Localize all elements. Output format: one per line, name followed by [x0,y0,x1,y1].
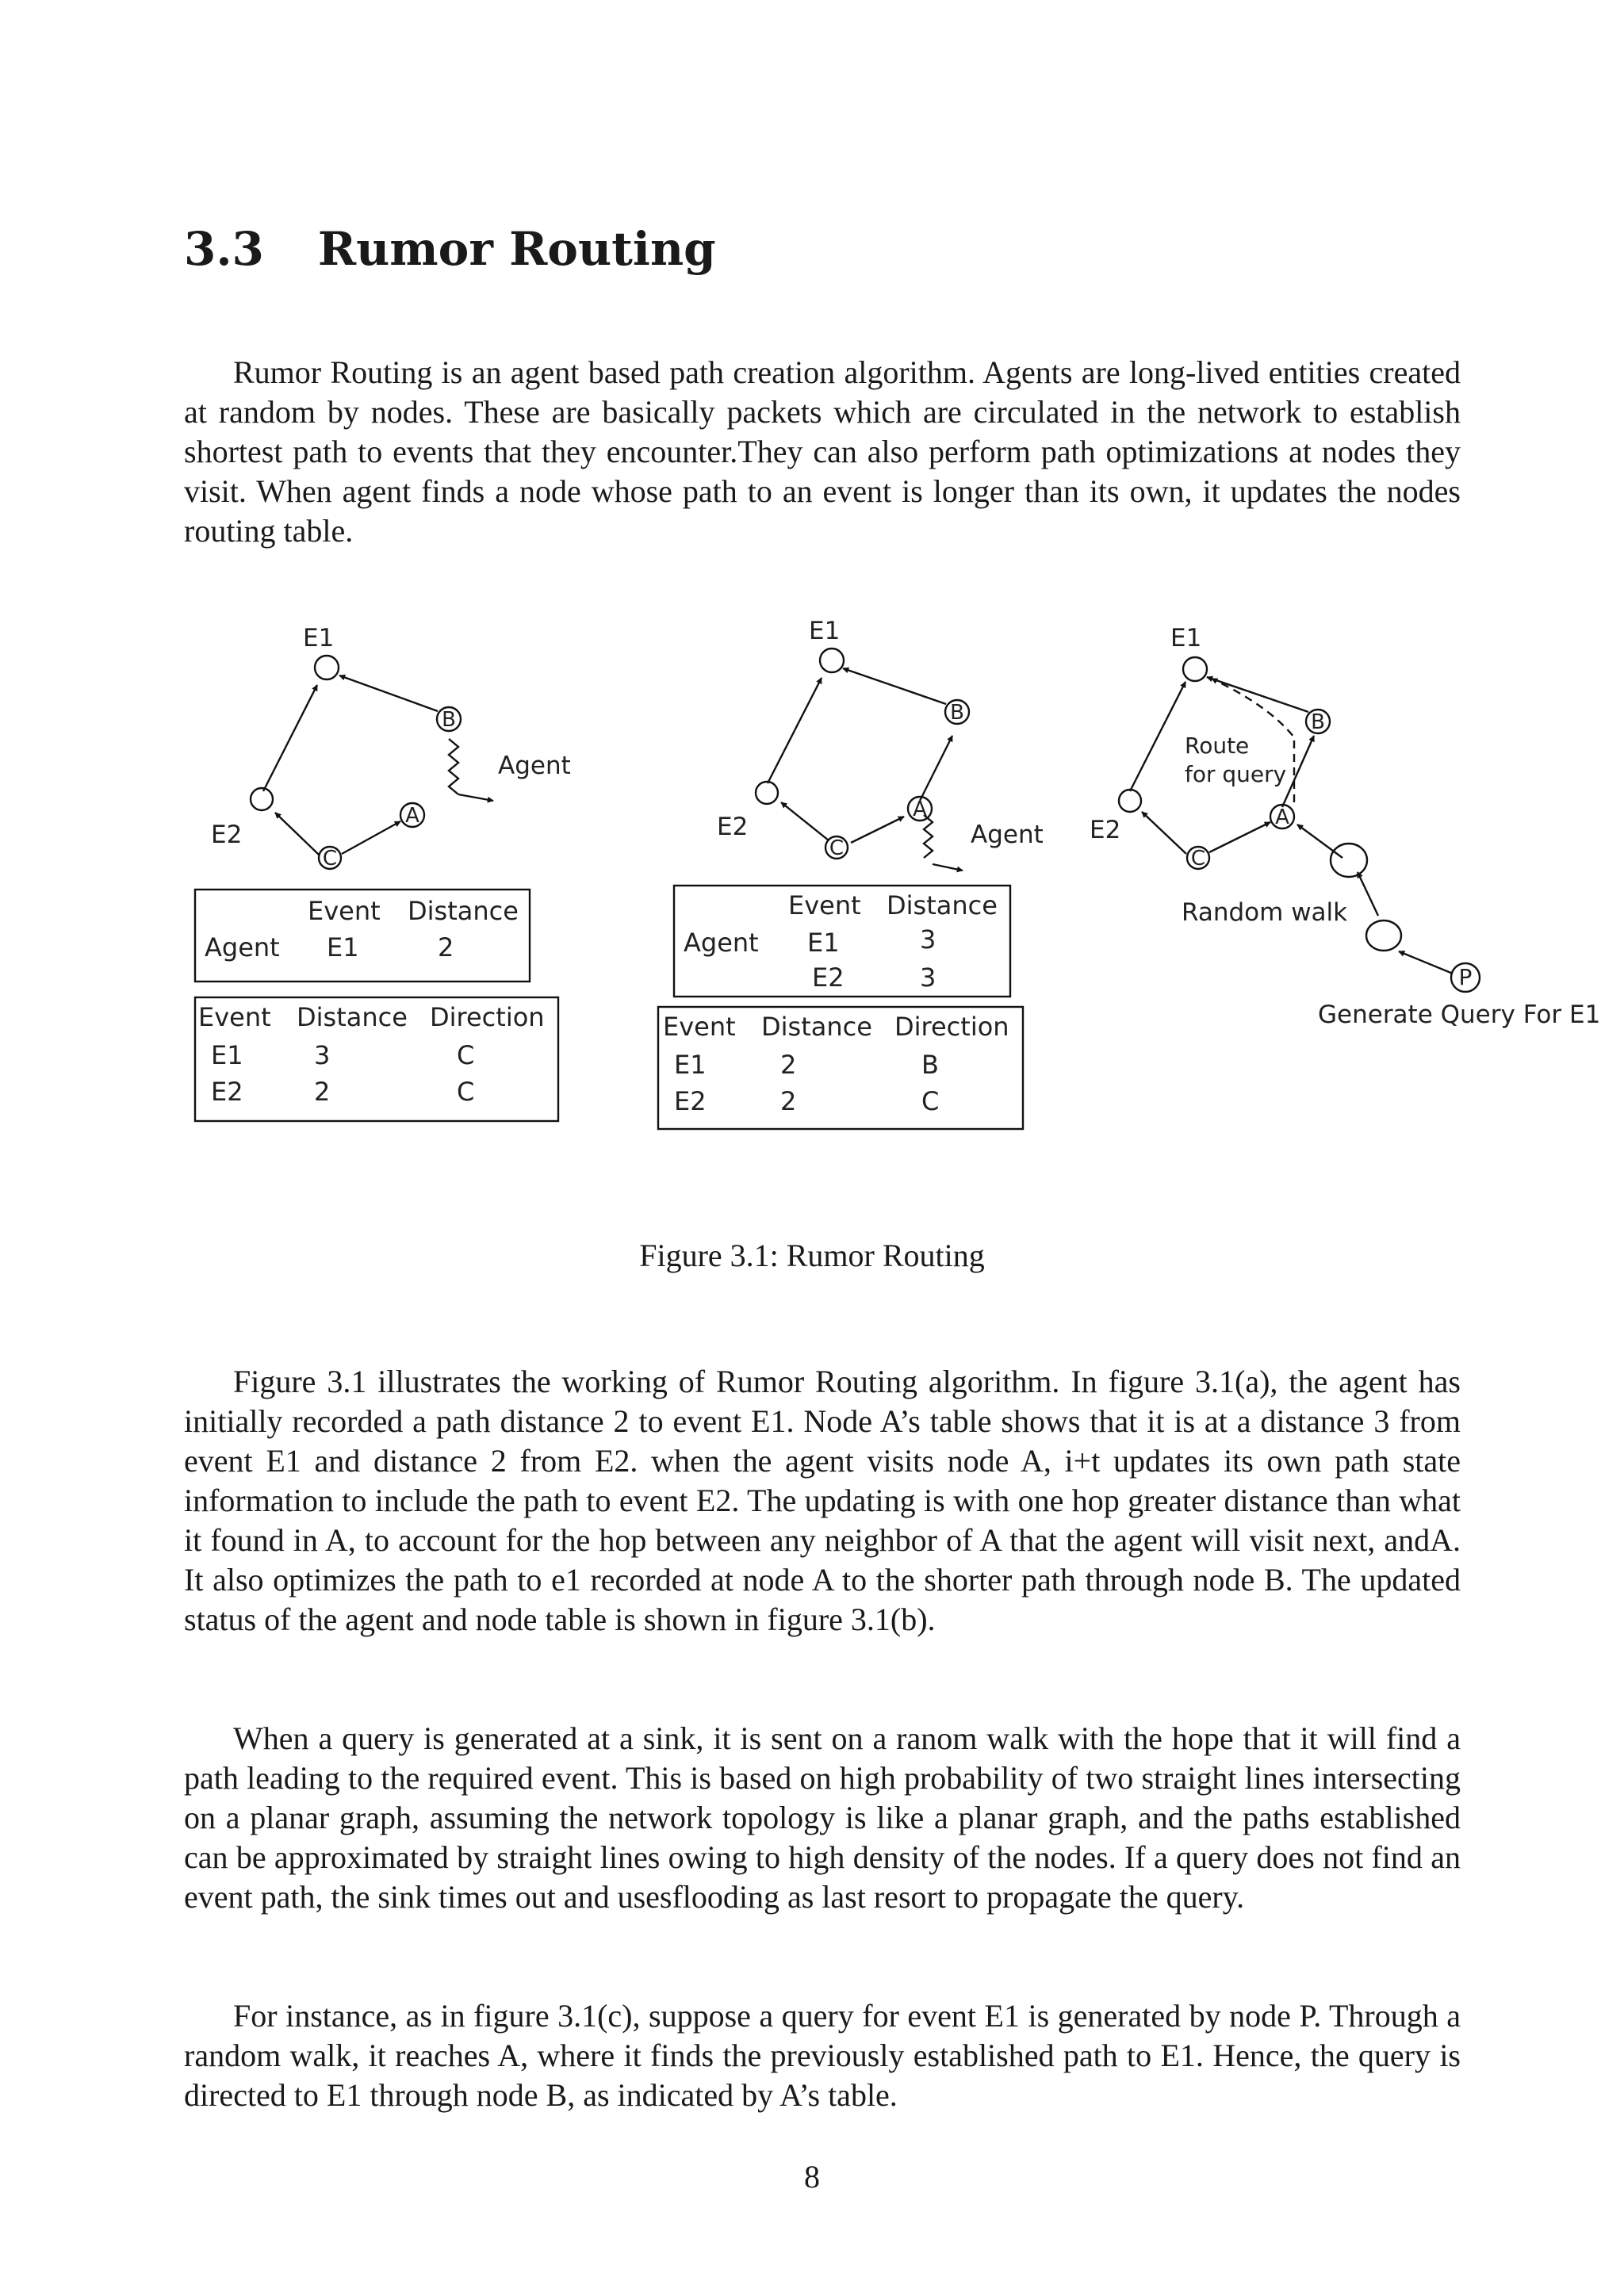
panel-c-node-b-label: B [1311,710,1325,734]
rumor-routing-figure [0,603,1624,1158]
edge-c-a [851,817,904,843]
panel-b-node-header-event: Event [663,1012,736,1042]
panel-b-agent-cell: 3 [920,924,936,955]
paragraph-example: For instance, as in figure 3.1(c), suppose a query for event E1 is generated by node P. Through a random walk, it reaches A, where it finds the previously established path to E1. Hence, the query is directed to E1 through node B, as indicated by A’s table. [184,1998,1461,2113]
panel-b-node-header-distance: Distance [761,1012,872,1042]
panel-a-node-c-label: C [322,847,338,871]
panel-b-node-c-label: C [829,836,845,860]
node-e1 [1183,657,1207,681]
paragraph-intro: Rumor Routing is an agent based path creation algorithm. Agents are long-lived entities created at random by nodes. These are basically packets which are circulated in the network to establish shortest path to events that they encounter.They can also perform path optimizations at nodes they visit. When agent finds a node whose path to an event is longer than its own, it updates the nodes routing table. [184,354,1461,549]
panel-b [756,649,969,871]
edge-walk-3 [1399,951,1453,974]
panel-b-agent-header-event: Event [788,890,861,920]
panel-b-agent-cell: E2 [812,962,845,993]
panel-b-node-cell: B [921,1050,939,1080]
panel-a-node-cell: C [457,1040,475,1070]
panel-c-node-c-label: C [1190,847,1206,871]
panel-c-label-generate-query: Generate Query For E1 [1318,1001,1601,1029]
node-e2 [756,782,778,804]
panel-c-label-for-query: for query [1185,761,1287,787]
edge-b-e1 [1207,677,1308,712]
edge-e2-e1 [768,678,822,783]
node-e2 [1119,790,1141,812]
edge-walk-1 [1297,825,1342,858]
panel-c [1119,657,1480,992]
panel-b-agent-cell: 3 [920,962,936,993]
panel-a-node-header-distance: Distance [297,1002,408,1032]
edge-c-e2 [275,813,319,855]
edge-a-b [920,736,952,801]
panel-a-node-cell: E2 [211,1077,243,1107]
paragraph-query-random-walk: When a query is generated at a sink, it is sent on a ranom walk with the hope that it will find a path leading to the required event. This is based on high probability of two straight lines intersecting on a planar graph, assuming the network topology is like a planar graph, and the paths established can be approximated by straight lines owing to high density of the nodes. If a query does not find an event path, the sink times out and usesflooding as last resort to propagate the query. [184,1720,1461,1915]
paragraph-figure-explanation: Figure 3.1 illustrates the working of Rumor Routing algorithm. In figure 3.1(a), the agent has initially recorded a path distance 2 to event E1. Node A’s table shows that it is at a distance 3 from event E1 and distance 2 from E2. when the agent visits node A, i+t updates its own path state information to include the path to event E2. The updating is with one hop greater distance than what it found in A, to account for the hop between any neighbor of A that the agent will visit next, andA. It also optimizes the path to e1 recorded at node A to the shorter path through node B. The updated status of the agent and node table is shown in figure 3.1(b). [184,1364,1461,1637]
panel-a-agent-header-event: Event [308,896,381,926]
panel-a-agent-row-label: Agent [205,932,280,962]
walk-node-1 [1331,844,1367,877]
panel-b-node-cell: E2 [674,1086,707,1116]
panel-c-label-e1: E1 [1170,624,1202,652]
panel-c-node-a-label: A [1275,806,1289,829]
panel-a-node-cell: C [457,1077,475,1107]
agent-arrow [458,794,493,801]
panel-c-node-p-label: P [1458,964,1473,990]
panel-a-node-cell: 2 [314,1077,331,1107]
agent-arrow [933,864,963,871]
panel-c-label-random-walk: Random walk [1182,898,1348,927]
panel-a-agent-cell-distance: 2 [438,932,454,962]
panel-c-label-route: Route [1185,733,1250,759]
panel-a-node-header-direction: Direction [430,1002,545,1032]
edge-b-e1 [339,675,438,711]
panel-b-node-cell: C [921,1086,940,1116]
edge-c-e2 [781,802,829,840]
edge-e1-e2 [263,685,317,791]
panel-a [251,656,493,869]
figure-caption: Figure 3.1: Rumor Routing [639,1238,985,1273]
panel-a-node-b-label: B [442,708,456,732]
panel-b-label-e1: E1 [809,617,841,645]
node-e2 [251,788,273,810]
panel-b-agent-row-label: Agent [684,928,759,958]
section-title: Rumor Routing [317,222,716,276]
panel-b-node-header-direction: Direction [894,1012,1009,1042]
panel-a-label-e2: E2 [211,821,243,849]
panel-b-node-b-label: B [950,701,964,725]
panel-b-node-cell: E1 [674,1050,707,1080]
node-e1 [820,649,844,672]
panel-a-agent-cell-event: E1 [327,932,359,962]
node-e1 [315,656,339,679]
panel-a-label-agent: Agent [498,752,571,780]
agent-squiggle [924,815,933,858]
section-heading [184,222,716,276]
panel-b-node-a-label: A [913,798,927,821]
panel-b-label-agent: Agent [971,821,1044,849]
page-number: 8 [804,2159,820,2195]
edge-c-a [342,821,400,854]
edge-c-a [1209,822,1270,852]
panel-b-agent-header-distance: Distance [887,890,998,920]
edge-walk-2 [1358,872,1378,916]
panel-b-label-e2: E2 [717,813,749,841]
panel-b-agent-cell: E1 [807,928,840,958]
walk-node-2 [1366,920,1401,951]
panel-b-node-cell: 2 [780,1086,797,1116]
edge-e2-e1 [1130,682,1185,791]
agent-squiggle [449,739,458,794]
section-number: 3.3 [184,222,264,276]
edge-b-e1 [843,668,946,704]
edge-c-e2 [1142,812,1186,854]
edge-a-b [1282,736,1314,807]
panel-a-agent-header-distance: Distance [408,896,519,926]
panel-c-label-e2: E2 [1090,816,1121,844]
panel-a-label-e1: E1 [303,624,335,652]
panel-a-node-a-label: A [405,804,419,828]
panel-a-node-header-event: Event [198,1002,271,1032]
panel-a-node-cell: 3 [314,1040,331,1070]
panel-a-node-cell: E1 [211,1040,243,1070]
panel-b-node-cell: 2 [780,1050,797,1080]
